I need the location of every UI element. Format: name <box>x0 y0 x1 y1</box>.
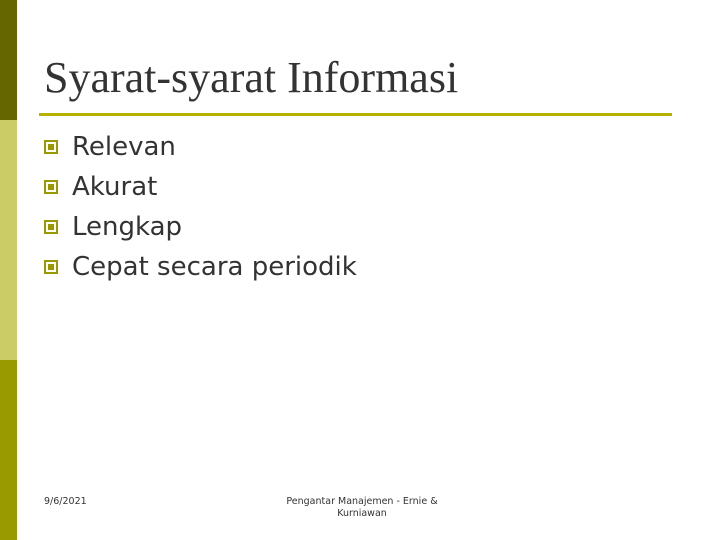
side-bar-top <box>0 0 17 120</box>
footer-title <box>262 496 462 520</box>
square-bullet-icon <box>44 220 58 234</box>
bullet-list <box>44 127 357 287</box>
bullet-item-cepat <box>44 247 357 287</box>
bullet-text: Akurat <box>72 172 158 202</box>
bullet-item-lengkap <box>44 207 357 247</box>
footer-title-line-1: Pengantar Manajemen - Ernie & <box>286 496 438 507</box>
bullet-text: Cepat secara periodik <box>72 252 357 282</box>
bullet-item-relevan <box>44 127 357 167</box>
bullet-item-akurat <box>44 167 357 207</box>
square-bullet-icon <box>44 260 58 274</box>
title-underline <box>39 113 672 116</box>
side-bar-bottom <box>0 360 17 540</box>
square-bullet-icon <box>44 180 58 194</box>
bullet-text: Relevan <box>72 132 176 162</box>
bullet-text: Lengkap <box>72 212 183 242</box>
side-bar-middle <box>0 120 17 360</box>
footer-title-line-2: Kurniawan <box>337 508 387 519</box>
square-bullet-icon <box>44 140 58 154</box>
slide-title: Syarat-syarat Informasi <box>44 53 459 102</box>
footer-date: 9/6/2021 <box>44 496 87 507</box>
